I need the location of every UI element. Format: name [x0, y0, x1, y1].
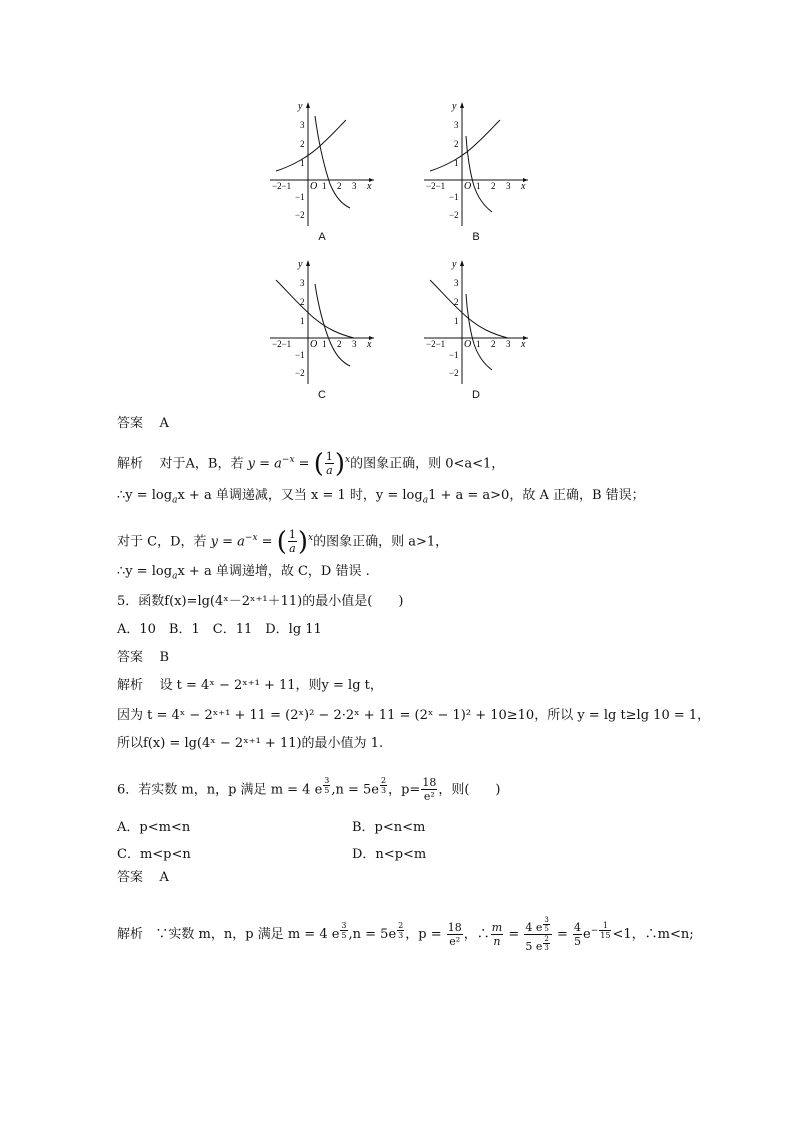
- x-tick-2: 2: [491, 181, 496, 191]
- q6-a-mid3: ，∴: [463, 927, 490, 943]
- x-tick-1: 1: [476, 181, 481, 191]
- right-paren: ): [334, 448, 346, 479]
- x-tick-1: 1: [322, 181, 327, 191]
- q4-analysis-line2: [117, 486, 645, 511]
- q4-line2-end: 1 + a = a>0，故 A 正确，B 错误；: [428, 488, 645, 503]
- q4-line2-sub2: a: [422, 495, 429, 506]
- y-tick-3: 3: [454, 120, 459, 130]
- x-ticks-neg: −2−1: [426, 339, 446, 349]
- q5-analysis-line3: 所以f(x) = lg(4ˣ − 2ˣ⁺¹ + 11)的最小值为 1.: [117, 736, 384, 751]
- graph-b: [416, 98, 536, 248]
- q5-options: A．10 B．1 C．11 D．lg 11: [117, 622, 322, 637]
- q5-analysis-line1: [117, 676, 383, 696]
- exp3-num: 1: [599, 921, 611, 931]
- exp2-den: 3: [381, 786, 387, 795]
- y-tick-2: 2: [300, 139, 305, 149]
- exp2-num: 2: [544, 935, 549, 944]
- x-tick-2: 2: [491, 339, 496, 349]
- y-tick-neg1: −1: [449, 350, 459, 360]
- y-tick-1: 1: [454, 158, 459, 168]
- big-fraction: [524, 916, 551, 953]
- q4-line1-post: 的图象正确，则 0<a<1，: [350, 456, 505, 472]
- frac-num: 1: [325, 450, 333, 464]
- exp-3-5: [323, 776, 330, 795]
- y-tick-neg1: −1: [295, 192, 305, 202]
- graph-d: [416, 256, 536, 406]
- y-tick-3: 3: [300, 120, 305, 130]
- y-tick-2: 2: [300, 297, 305, 307]
- exp3-den: 15: [600, 930, 611, 940]
- exp1-den: 5: [544, 925, 549, 933]
- q4-line3-eq: =: [257, 534, 277, 550]
- q4-line2-sub: a: [172, 495, 178, 506]
- answer-value: A: [159, 416, 169, 431]
- y-tick-neg1: −1: [449, 192, 459, 202]
- q6-a-mid1: ,n = 5e: [348, 927, 397, 943]
- q4-line4: ∴y = log: [117, 564, 173, 579]
- p-num: 18: [447, 921, 462, 935]
- exp-3-5: [340, 921, 347, 940]
- graph-a: [262, 98, 382, 248]
- answer-label: 答案: [117, 416, 144, 431]
- right-paren: ): [297, 526, 309, 557]
- q4-analysis-line1: [117, 450, 504, 477]
- analysis-label: 解析: [117, 927, 144, 943]
- analysis-label: 解析: [117, 456, 144, 472]
- graph-label-a: A: [318, 231, 326, 243]
- exp2-den: 3: [398, 930, 404, 940]
- y-axis-label: y: [298, 259, 303, 270]
- q6-a-mid2: ，p =: [405, 927, 446, 943]
- exp-x: x: [308, 533, 314, 543]
- exp-2-3-small: [543, 935, 549, 952]
- y-tick-1: 1: [300, 158, 305, 168]
- answer-label: 答案: [117, 870, 144, 885]
- q6-a-pre: ∵实数 m，n，p 满足 m = 4 e: [155, 927, 340, 943]
- q6-a-end: <1，∴m<n;: [612, 927, 694, 943]
- y-axis-label: y: [452, 259, 457, 270]
- y-tick-2: 2: [454, 139, 459, 149]
- q6-stem-post: ，则( ): [438, 782, 501, 798]
- q4-line3-pre: 对于 C，D，若: [117, 534, 207, 550]
- eq: =: [504, 927, 524, 943]
- mn-num: m: [491, 921, 503, 935]
- left-paren: (: [276, 526, 287, 557]
- y-tick-neg2: −2: [449, 210, 459, 220]
- y-tick-1: 1: [300, 316, 305, 326]
- q4-line1-expr: y = a: [247, 456, 282, 472]
- eq2: =: [552, 927, 573, 943]
- p-fraction: [447, 921, 463, 948]
- q6-stem: [117, 776, 500, 803]
- exp-3-5-small: [543, 916, 549, 933]
- x-tick-3: 3: [506, 339, 511, 349]
- x-ticks-neg: −2−1: [272, 339, 292, 349]
- f45-den: 5: [574, 935, 582, 949]
- q4-line3-sup: −x: [244, 533, 258, 543]
- y-axis-label: y: [452, 101, 457, 112]
- y-tick-neg2: −2: [295, 210, 305, 220]
- x-tick-1: 1: [476, 339, 481, 349]
- x-tick-3: 3: [352, 181, 357, 191]
- analysis-label: 解析: [117, 678, 144, 693]
- x-axis-label: x: [367, 339, 372, 350]
- frac-num: 1: [288, 528, 296, 542]
- x-tick-1: 1: [322, 339, 327, 349]
- answer-value: A: [159, 870, 169, 885]
- big-num: [524, 916, 551, 935]
- graph-label-b: B: [472, 231, 480, 243]
- q6-option-d: D．n<p<m: [352, 847, 427, 862]
- exp3-minus: −: [590, 925, 599, 936]
- exp2-num: 2: [381, 776, 387, 785]
- q6-stem-mid1: ,n = 5e: [331, 782, 380, 798]
- q6-option-c: C．m<p<n: [117, 847, 191, 862]
- graph-label-d: D: [472, 389, 480, 401]
- exp-1-15: [599, 921, 611, 940]
- y-tick-neg1: −1: [295, 350, 305, 360]
- m-over-n: [491, 921, 503, 948]
- q4-line2: ∴y = log: [117, 488, 173, 503]
- q6-stem-mid2: ，p=: [388, 782, 421, 798]
- y-tick-neg2: −2: [295, 368, 305, 378]
- y-tick-2: 2: [454, 297, 459, 307]
- x-tick-2: 2: [337, 339, 342, 349]
- q5-answer: [117, 648, 169, 668]
- origin-label: O: [464, 181, 472, 192]
- exp2-num: 2: [398, 920, 404, 930]
- big-num-text: 4 e: [525, 921, 543, 935]
- q5-analysis-line2: 因为 t = 4ˣ − 2ˣ⁺¹ + 11 = (2ˣ)² − 2·2ˣ + 11 = (2ˣ − 1)² + 10≥10，所以 y = lg t≥lg 10 = 1，: [117, 708, 711, 723]
- exp-2-3: [397, 921, 404, 940]
- q6-option-b: B．p<n<m: [352, 820, 426, 835]
- y-tick-1: 1: [454, 316, 459, 326]
- x-ticks-neg: −2−1: [272, 181, 292, 191]
- one-over-a: [288, 528, 297, 555]
- q4-line1-pre: 对于A，B，若: [159, 456, 244, 472]
- y-tick-3: 3: [454, 278, 459, 288]
- left-paren: (: [313, 448, 324, 479]
- p-den: e²: [423, 790, 435, 804]
- q4-analysis-line3: [117, 528, 448, 555]
- exp1-den: 5: [324, 786, 330, 795]
- q5-stem: 5．函数f(x)=lg(4ˣ－2ˣ⁺¹＋11)的最小值是( ): [117, 594, 404, 609]
- graph-label-c: C: [318, 389, 326, 401]
- exp1-num: 3: [341, 920, 347, 930]
- x-axis-label: x: [367, 181, 372, 192]
- exp1-den: 5: [341, 930, 347, 940]
- q4-line3-expr: y = a: [210, 534, 245, 550]
- origin-label: O: [310, 339, 318, 350]
- q6-stem-pre: 6．若实数 m，n，p 满足 m = 4 e: [117, 782, 323, 798]
- q6-option-a: A．p<m<n: [117, 820, 191, 835]
- answer-value: B: [159, 650, 170, 665]
- four-fifths: [573, 921, 582, 948]
- x-tick-3: 3: [352, 339, 357, 349]
- q4-analysis-line4: [117, 562, 370, 587]
- x-ticks-neg: −2−1: [426, 181, 446, 191]
- q4-line4-sub: a: [172, 571, 178, 582]
- x-tick-3: 3: [506, 181, 511, 191]
- x-axis-label: x: [521, 181, 526, 192]
- p-den: e²: [449, 935, 461, 949]
- frac-den: a: [326, 464, 333, 478]
- mn-den: n: [493, 935, 501, 949]
- graph-c: [262, 256, 382, 406]
- y-tick-3: 3: [300, 278, 305, 288]
- e-part: e: [583, 927, 591, 943]
- exp-x: x: [345, 455, 351, 465]
- big-den: [524, 935, 551, 953]
- q5-a1: 设 t = 4ˣ − 2ˣ⁺¹ + 11，则y = lg t，: [159, 678, 383, 693]
- answer-label: 答案: [117, 650, 144, 665]
- q6-analysis: [117, 916, 694, 953]
- y-tick-neg2: −2: [449, 368, 459, 378]
- y-axis-label: y: [298, 101, 303, 112]
- p-num: 18: [422, 776, 437, 790]
- exp1-num: 3: [324, 776, 330, 785]
- x-tick-2: 2: [337, 181, 342, 191]
- origin-label: O: [464, 339, 472, 350]
- p-fraction: [421, 776, 437, 803]
- q6-answer: [117, 868, 169, 888]
- q4-line4-post: x + a 单调递增，故 C，D 错误 .: [177, 564, 370, 579]
- q4-line2-post: x + a 单调递减，又当 x = 1 时，y = log: [177, 488, 423, 503]
- one-over-a: [325, 450, 334, 477]
- frac-den: a: [289, 542, 296, 556]
- exp2-den: 3: [544, 944, 549, 953]
- x-axis-label: x: [521, 339, 526, 350]
- q4-line1-sup: −x: [281, 455, 295, 465]
- exp1-num: 3: [544, 916, 549, 924]
- q4-answer: [117, 414, 169, 434]
- big-den-text: 5 e: [525, 940, 543, 954]
- exp-2-3: [380, 776, 387, 795]
- q4-line3-post: 的图象正确，则 a>1，: [313, 534, 449, 550]
- origin-label: O: [310, 181, 318, 192]
- q4-line1-eq: =: [294, 456, 314, 472]
- f45-num: 4: [574, 921, 582, 935]
